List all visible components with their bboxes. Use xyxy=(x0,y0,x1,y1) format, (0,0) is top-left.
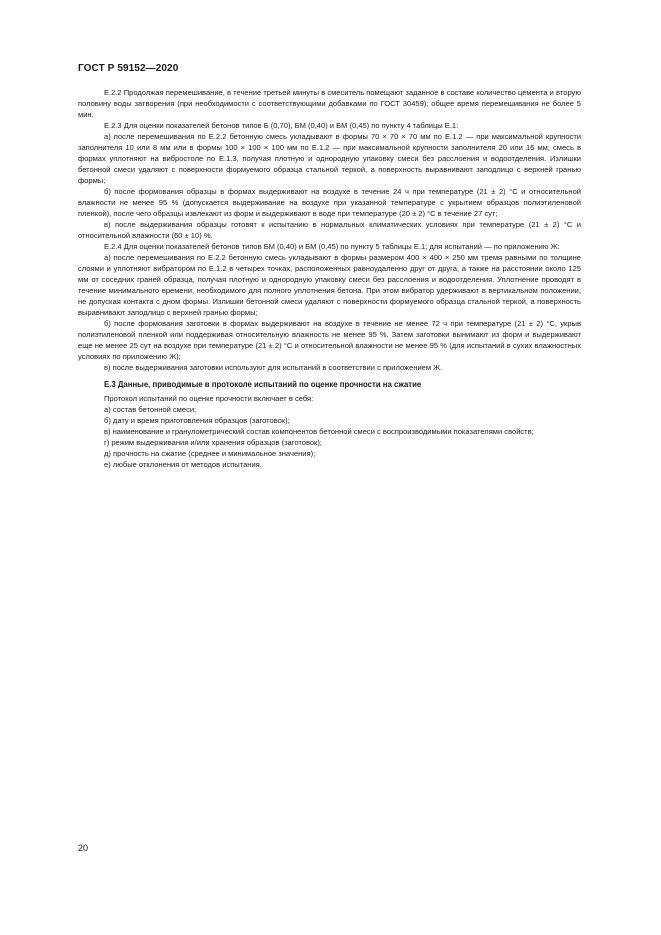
list-item: в) наименование и гранулометрический состав компонентов бетонной смеси с воспроизводимыми показателями свойств; xyxy=(104,427,534,436)
list-item: б) дату и время приготовления образцов (заготовок); xyxy=(104,416,290,425)
paragraph-e2-4-b: б) после формования заготовки в формах выдерживают на воздухе в течение не менее 72 ч при температуре (21 ± 2) °С, укрыв полиэтиленовой пленкой или поддерживая относительную влажность не менее 95 %. Затем заготовки вынимают из форм и выдерживают еще не менее 25 сут на воздухе при температуре (21 ± 2) °С и относительной влажности не менее 95 % (для испытаний в сухих влажностных условиях по приложению Ж); xyxy=(78,319,581,361)
document-body xyxy=(78,87,581,470)
paragraph-e2-4-c: в) после выдерживания заготовки используют для испытаний в соответствии с приложением Ж. xyxy=(104,363,443,372)
list-item: е) любые отклонения от методов испытания. xyxy=(104,460,262,469)
page-number: 20 xyxy=(78,843,89,853)
paragraph-e2-4: Е.2.4 Для оценки показателей бетонов типов БМ (0,40) и БМ (0,45) по пункту 5 таблицы Е.1; для испытаний — по приложению Ж: xyxy=(104,242,560,251)
paragraph-e3-intro: Протокол испытаний по оценке прочности включает в себя: xyxy=(104,394,314,403)
section-heading-e3: Е.3 Данные, приводимые в протоколе испытаний по оценке прочности на сжатие xyxy=(104,380,422,389)
paragraph-e2-3-c: в) после выдерживания образцы готовят к испытанию в нормальных климатических условиях при температуре (21 ± 2) °С и относительной влажности (60 ± 10) %. xyxy=(78,220,581,240)
list-item: д) прочность на сжатие (среднее и минимальное значения); xyxy=(104,449,316,458)
paragraph-e2-2: Е.2.2 Продолжая перемешивание, в течение третьей минуты в смеситель помещают заданное в составе количество цемента и вторую половину воды затворения (при необходимости с соответствующими добавками по ГОСТ 30459); общее время перемешивания не более 5 мин. xyxy=(78,88,581,119)
paragraph-e2-3-a: а) после перемешивания по Е.2.2 бетонную смесь укладывают в формы 70 × 70 × 70 мм по Е.1.2 — при максимальной крупности заполнителя 10 или 8 мм или в формы 100 × 100 × 100 мм по Е.1.2 — при максимальной крупности заполнителя 20 или 16 мм; смесь в формах уплотняют на вибростоле по Е.1.3, получая плотную и однородную упаковку смеси без расслоения и водоотделения. Излишки бетонной смеси удаляют с поверхности формуемого образца стальной теркой, а поверхность выравнивают заподлицо с верхней гранью формы; xyxy=(78,132,581,185)
paragraph-e2-3-b: б) после формования образцы в формах выдерживают на воздухе в течение 24 ч при температуре (21 ± 2) °С и относительной влажности не менее 95 % (допускается выдерживание на воздухе при указанной температуре с укрытием образцов полиэтиленовой пленкой), после чего образцы извлекают из форм и выдерживают в воде при температуре (20 ± 2) °С в течение 27 сут; xyxy=(78,187,581,218)
document-header: ГОСТ Р 59152—2020 xyxy=(78,63,179,74)
paragraph-e2-3: Е.2.3 Для оценки показателей бетонов типов Б (0,70), БМ (0,40) и БМ (0,45) по пункту 4 таблицы Е.1: xyxy=(104,121,459,130)
list-item: г) режим выдерживания и/или хранения образцов (заготовок); xyxy=(104,438,322,447)
list-item: а) состав бетонной смеси; xyxy=(104,405,197,414)
paragraph-e2-4-a: а) после перемешивания по Е.2.2 бетонную смесь укладывают в формы размером 400 × 400 × 250 мм тремя равными по толщине слоями и уплотняют вибратором по Е.1.2 в четырех точках, расположенных равноудаленно друг от друга, а также на расстоянии около 125 мм от соседних граней образца, получая плотную и однородную упаковку смеси без расслоения и водоотделения. Уплотнение проводят в течение минимального времени, необходимого для полного уплотнения бетона. При этом вибратор удерживают в вертикальном положении, не допуская контакта с дном формы. Излишки бетонной смеси удаляют с поверхности формуемого образца стальной теркой, а поверхность выравнивают заподлицо с верхней гранью формы; xyxy=(78,253,581,317)
